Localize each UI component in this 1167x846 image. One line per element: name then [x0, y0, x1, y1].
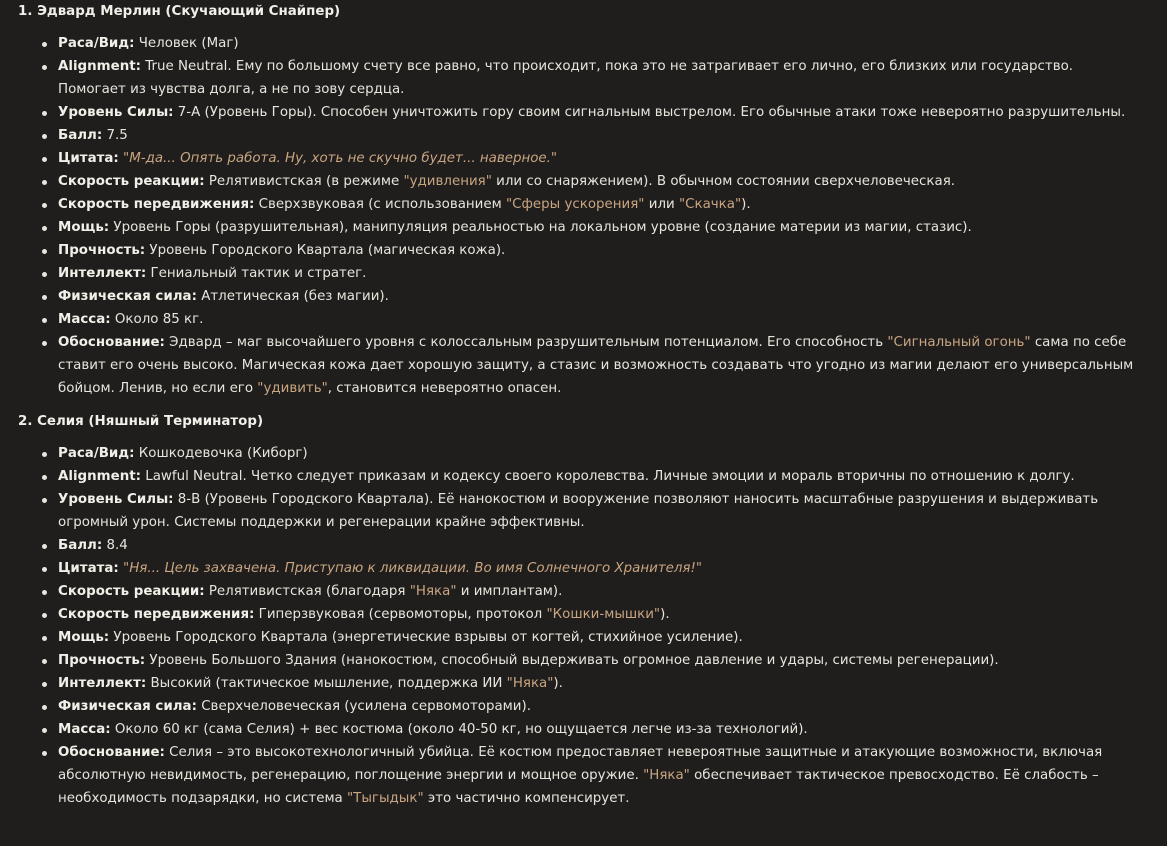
list-item	[58, 672, 1167, 695]
list-item	[58, 147, 1167, 170]
highlighted-term: "удивления"	[403, 174, 492, 189]
field-value: Атлетическая (без магии).	[196, 289, 389, 304]
field-value: Уровень Городского Квартала (энергетические взрывы от когтей, стихийное усиление).	[109, 630, 743, 645]
highlighted-term: "Няка"	[409, 584, 457, 599]
list-item	[58, 695, 1167, 718]
highlighted-term: "Сигнальный огонь"	[887, 335, 1031, 350]
list-item	[58, 308, 1167, 331]
field-value: или со снаряжением). В обычном состоянии сверхчеловеческая.	[491, 174, 956, 189]
field-label: Раса/Вид:	[58, 446, 135, 461]
list-item	[58, 603, 1167, 626]
field-value: Гиперзвуковая (сервомоторы, протокол	[254, 607, 547, 622]
field-value: , становится невероятно опасен.	[327, 381, 562, 396]
stats-list	[18, 32, 1167, 400]
field-value: ).	[741, 197, 751, 212]
list-item	[58, 626, 1167, 649]
field-value: Уровень Городского Квартала (магическая кожа).	[145, 243, 506, 258]
list-item	[58, 170, 1167, 193]
field-label: Скорость передвижения:	[58, 607, 255, 622]
highlighted-term: "Няка"	[643, 768, 690, 783]
field-label: Обоснование:	[58, 745, 165, 760]
character-section	[18, 0, 1167, 400]
field-label: Скорость передвижения:	[58, 197, 255, 212]
list-item	[58, 193, 1167, 216]
list-item	[58, 649, 1167, 672]
field-label: Уровень Силы:	[58, 492, 174, 507]
field-label: Балл:	[58, 128, 103, 143]
field-value: обеспечивает тактическое превосходство. Её слабость – необходимость подзарядки, но система	[58, 768, 1099, 806]
list-item	[58, 331, 1167, 400]
highlighted-term: "Тыгыдык"	[347, 791, 424, 806]
field-value: Кошкодевочка (Киборг)	[134, 446, 308, 461]
list-item	[58, 55, 1167, 101]
section-heading: 2. Селия (Няшный Терминатор)	[18, 414, 264, 429]
highlighted-term: "удивить"	[257, 381, 328, 396]
field-value: ).	[660, 607, 670, 622]
field-label: Alignment:	[58, 469, 141, 484]
field-label: Скорость реакции:	[58, 174, 205, 189]
field-label: Интеллект:	[58, 266, 147, 281]
list-item	[58, 285, 1167, 308]
field-value: и имплантам).	[456, 584, 563, 599]
section-heading: 1. Эдвард Мерлин (Скучающий Снайпер)	[18, 4, 341, 19]
list-item	[58, 465, 1167, 488]
list-item	[58, 580, 1167, 603]
stats-list	[18, 442, 1167, 810]
character-section	[18, 410, 1167, 810]
field-value: Гениальный тактик и стратег.	[146, 266, 367, 281]
field-value: Человек (Маг)	[134, 36, 239, 51]
list-item	[58, 239, 1167, 262]
field-label: Раса/Вид:	[58, 36, 135, 51]
list-item	[58, 262, 1167, 285]
field-label: Скорость реакции:	[58, 584, 205, 599]
field-value: сама по себе ставит его очень высоко. Магическая кожа дает хорошую защиту, а стазис и возможность создавать что угодно из магии делают его универсальным бойцом. Ленив, но если его	[58, 335, 1134, 396]
field-label: Обоснование:	[58, 335, 165, 350]
list-item	[58, 101, 1167, 124]
field-value: 8.4	[102, 538, 128, 553]
field-label: Мощь:	[58, 630, 110, 645]
field-value: 7-A (Уровень Горы). Способен уничтожить гору своим сигнальным выстрелом. Его обычные атаки тоже невероятно разрушительны.	[173, 105, 1126, 120]
field-value: ).	[553, 676, 563, 691]
field-label: Масса:	[58, 312, 111, 327]
list-item	[58, 488, 1167, 534]
highlighted-term: "Скачка"	[678, 197, 742, 212]
field-value: Селия – это высокотехнологичный убийца. Её костюм предоставляет невероятные защитные и атакующие возможности, включая абсолютную невидимость, регенерацию, поглощение энергии и мощное оружие.	[58, 745, 1103, 783]
quote-text: "Ня... Цель захвачена. Приступаю к ликвидации. Во имя Солнечного Хранителя!"	[123, 561, 702, 576]
field-label: Физическая сила:	[58, 699, 197, 714]
field-label: Интеллект:	[58, 676, 147, 691]
field-label: Alignment:	[58, 59, 141, 74]
list-item	[58, 534, 1167, 557]
field-value: Сверхзвуковая (с использованием	[254, 197, 506, 212]
field-value: 8-B (Уровень Городского Квартала). Её нанокостюм и вооружение позволяют наносить масштабные разрушения и выдерживать огромный урон. Системы поддержки и регенерации крайне эффективны.	[58, 492, 1099, 530]
field-label: Цитата:	[58, 151, 119, 166]
highlighted-term: "Няка"	[506, 676, 554, 691]
field-value: или	[644, 197, 679, 212]
field-value: Релятивистская (в режиме	[204, 174, 404, 189]
field-label: Прочность:	[58, 653, 146, 668]
field-value: 7.5	[102, 128, 128, 143]
list-item	[58, 741, 1167, 810]
quote-text: "М-да... Опять работа. Ну, хоть не скучно будет... наверное."	[123, 151, 558, 166]
field-value: Около 60 кг (сама Селия) + вес костюма (около 40-50 кг, но ощущается легче из-за технологий).	[110, 722, 808, 737]
field-value: Релятивистская (благодаря	[204, 584, 410, 599]
field-label: Прочность:	[58, 243, 146, 258]
field-label: Физическая сила:	[58, 289, 197, 304]
field-label: Уровень Силы:	[58, 105, 174, 120]
field-label: Балл:	[58, 538, 103, 553]
list-item	[58, 718, 1167, 741]
list-item	[58, 32, 1167, 55]
field-label: Мощь:	[58, 220, 110, 235]
list-item	[58, 442, 1167, 465]
field-value: Lawful Neutral. Четко следует приказам и кодексу своего королевства. Личные эмоции и мораль вторичны по отношению к долгу.	[141, 469, 1075, 484]
highlighted-term: "Кошки-мышки"	[546, 607, 661, 622]
highlighted-term: "Сферы ускорения"	[505, 197, 645, 212]
field-value: Уровень Горы (разрушительная), манипуляция реальностью на локальном уровне (создание материи из магии, стазис).	[109, 220, 972, 235]
field-value: Уровень Большого Здания (нанокостюм, способный выдерживать огромное давление и удары, системы регенерации).	[145, 653, 999, 668]
field-value: Сверхчеловеческая (усилена сервомоторами).	[196, 699, 531, 714]
list-item	[58, 216, 1167, 239]
field-value: Эдвард – маг высочайшего уровня с колоссальным разрушительным потенциалом. Его способность	[164, 335, 888, 350]
list-item	[58, 124, 1167, 147]
field-value: это частично компенсирует.	[423, 791, 630, 806]
field-label: Масса:	[58, 722, 111, 737]
field-value: Около 85 кг.	[110, 312, 204, 327]
field-value: True Neutral. Ему по большому счету все равно, что происходит, пока это не затрагивает его лично, его близких или государство. Помогает из чувства долга, а не по зову сердца.	[58, 59, 1074, 97]
field-label: Цитата:	[58, 561, 119, 576]
field-value: Высокий (тактическое мышление, поддержка ИИ	[146, 676, 507, 691]
list-item	[58, 557, 1167, 580]
